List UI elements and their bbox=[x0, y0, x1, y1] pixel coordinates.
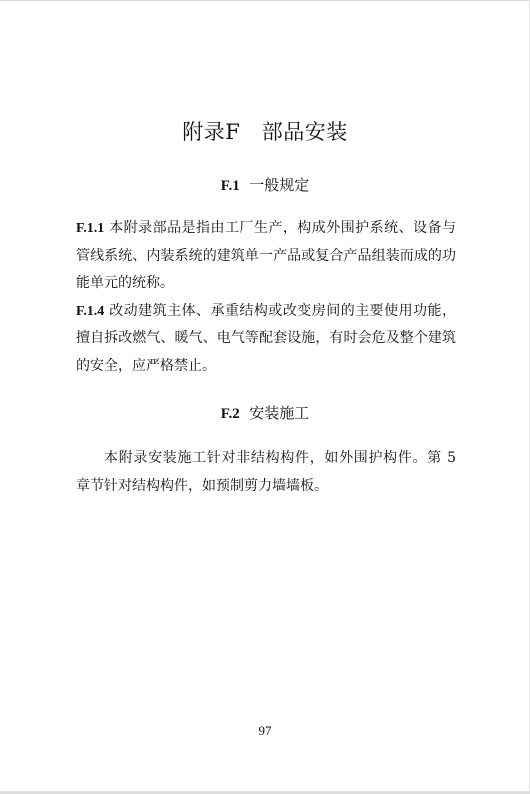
section-heading-text: 安装施工 bbox=[249, 404, 310, 422]
section-heading-text: 一般规定 bbox=[249, 176, 310, 194]
section-heading-f1 bbox=[0, 174, 530, 195]
page-number: 97 bbox=[258, 723, 272, 738]
page-top-border bbox=[0, 0, 530, 1]
appendix-title: 附录F 部品安装 bbox=[182, 120, 348, 144]
section-heading-f2 bbox=[0, 402, 530, 423]
clause-f-1-4 bbox=[76, 298, 456, 381]
clause-text: 改动建筑主体、承重结构或改变房间的主要使用功能，擅自拆改燃气、暖气、电气等配套设施，有时会危及整个建筑的安全，应严格禁止。 bbox=[76, 302, 456, 374]
clause-text: 本附录部品是指由工厂生产，构成外围护系统、设备与管线系统、内装系统的建筑单一产品或复合产品组装而成的功能单元的统称。 bbox=[76, 220, 456, 291]
section-number: F.1 bbox=[220, 178, 240, 194]
section-number: F.2 bbox=[220, 406, 240, 422]
clause-number: F.1.4 bbox=[76, 303, 105, 319]
clause-f-1-1 bbox=[76, 215, 456, 298]
clause-number: F.1.1 bbox=[76, 221, 105, 236]
clause-list bbox=[76, 215, 456, 380]
section-f2-paragraph: 本附录安装施工针对非结构构件，如外围护构件。第 5 章节针对结构构件，如预制剪力墙墙板。 bbox=[76, 450, 456, 494]
